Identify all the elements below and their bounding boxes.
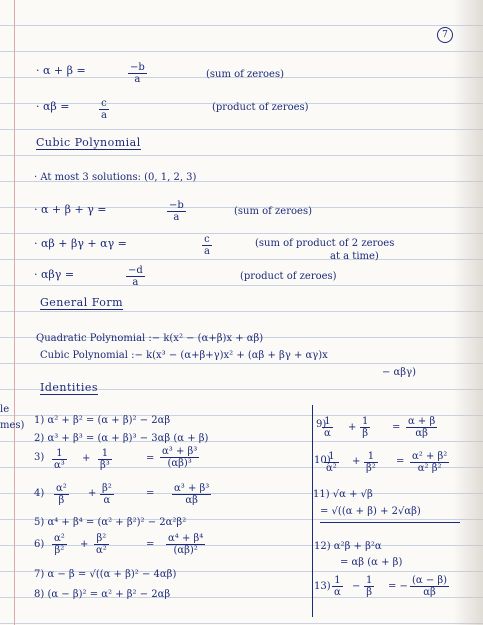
identity-3-index: 3) — [34, 452, 45, 463]
identity-7: 7) α − β = √((α + β)² − 4αβ) — [34, 569, 177, 580]
identity-6-index: 6) — [34, 539, 45, 550]
identity-13-term-a: $\frac{1}{\alpha}$ — [334, 575, 341, 598]
cubic-pair-fraction: $\frac{c}{a}$ — [204, 234, 210, 257]
identity-6-term-a: $\frac{\text{α²}}{\text{β²}}$ — [54, 533, 65, 556]
identity-5: 5) α⁴ + β⁴ = (α² + β²)² − 2α²β² — [34, 517, 187, 528]
cubic-product-lhs: · αβγ = — [34, 268, 75, 281]
product-zeroes-lhs: · αβ = — [36, 100, 70, 113]
identity-4-term-a: $\frac{\text{α²}}{\beta}$ — [56, 483, 67, 506]
identity-4-index: 4) — [34, 488, 45, 499]
identity-12-cont: = αβ (α + β) — [340, 557, 403, 568]
identities-heading: Identities — [40, 381, 99, 394]
cubic-sum-fraction: $\frac{-b}{a}$ — [169, 200, 184, 223]
identity-11: 11) √α + √β — [313, 489, 373, 500]
identity-13-minus: − — [352, 581, 361, 592]
general-form-heading: General Form — [40, 296, 124, 309]
sum-zeroes-lhs: · α + β = — [36, 64, 86, 77]
identity-3-plus: + — [82, 453, 91, 464]
column-divider — [312, 405, 313, 617]
margin-fragment-le: le — [0, 404, 10, 415]
identity-10-index: 10) — [314, 455, 331, 466]
identity-10-plus: + — [352, 456, 361, 467]
page-number: 7 — [437, 27, 453, 43]
identity-10-rhs: $\frac{\text{α² + β²}}{\text{α² β²}}$ — [412, 451, 448, 474]
cubic-heading: Cubic Polynomial — [36, 136, 141, 149]
cubic-product-note: (product of zeroes) — [240, 271, 337, 282]
cubic-pair-note-2: at a time) — [330, 251, 379, 262]
margin-line — [14, 0, 15, 625]
identity-9-plus: + — [348, 422, 357, 433]
identity-6-plus: + — [80, 539, 89, 550]
identity-4-eq: = — [146, 488, 155, 499]
identity-12: 12) α²β + β²α — [314, 541, 382, 552]
identity-13-rhs: $\frac{(\alpha - \beta)}{\alpha\beta}$ — [412, 575, 448, 598]
sum-zeroes-fraction: $\frac{-b}{a}$ — [130, 62, 145, 85]
identity-4-term-b: $\frac{\text{β²}}{\alpha}$ — [102, 483, 112, 506]
quadratic-general-form: Quadratic Polynomial :− k(x² − (α+β)x + αβ) — [36, 333, 264, 344]
identity-10-term-a: $\frac{1}{\text{α²}}$ — [326, 451, 337, 474]
identity-3-rhs: $\frac{\text{α³ + β³}}{\text{(αβ)³}}$ — [162, 446, 198, 469]
identity-6-term-b: $\frac{\text{β²}}{\text{α²}}$ — [96, 533, 107, 556]
identity-11-cont: = √((α + β) + 2√αβ) — [320, 506, 421, 517]
identity-3-term-a: $\frac{1}{\text{α³}}$ — [54, 448, 65, 471]
page-edge-shadow — [453, 0, 483, 625]
cubic-pair-note: (sum of product of 2 zeroes — [255, 238, 395, 249]
cubic-general-form-cont: − αβγ) — [382, 367, 416, 378]
identity-8: 8) (α − β)² = α² + β² − 2αβ — [34, 589, 171, 600]
identity-10-eq: = — [396, 456, 405, 467]
identity-4-plus: + — [88, 488, 97, 499]
identity-2: 2) α³ + β³ = (α + β)³ − 3αβ (α + β) — [34, 433, 209, 444]
identity-9-index: 9) — [316, 419, 327, 430]
separator-line — [320, 522, 460, 523]
identity-6-rhs: $\frac{\text{α⁴ + β⁴}}{\text{(αβ)²}}$ — [168, 533, 204, 556]
identity-3-eq: = — [146, 453, 155, 464]
identity-13-index: 13) — [314, 581, 331, 592]
product-zeroes-note: (product of zeroes) — [212, 102, 309, 113]
identity-6-eq: = — [146, 539, 155, 550]
margin-fragment-mes: mes) — [0, 420, 25, 431]
product-zeroes-fraction: $\frac{c}{a}$ — [101, 98, 107, 121]
cubic-solutions: · At most 3 solutions: (0, 1, 2, 3) — [34, 172, 197, 183]
sum-zeroes-note: (sum of zeroes) — [206, 69, 284, 80]
cubic-sum-lhs: · α + β + γ = — [34, 203, 107, 216]
identity-13-term-b: $\frac{1}{\beta}$ — [366, 575, 373, 598]
identity-1: 1) α² + β² = (α + β)² − 2αβ — [34, 415, 171, 426]
identity-13-eq: = − — [388, 581, 408, 592]
cubic-product-fraction: $\frac{-d}{a}$ — [128, 265, 143, 288]
identity-9-rhs: $\frac{\alpha + \beta}{\alpha\beta}$ — [408, 416, 436, 439]
identity-4-rhs: $\frac{\text{α³ + β³}}{\alpha\beta}$ — [174, 483, 210, 506]
identity-9-term-b: $\frac{1}{\beta}$ — [362, 416, 369, 439]
identity-3-term-b: $\frac{1}{\text{β³}}$ — [100, 448, 110, 471]
identity-9-eq: = — [392, 422, 401, 433]
cubic-general-form: Cubic Polynomial :− k(x³ − (α+β+γ)x² + (αβ + βγ + αγ)x — [40, 350, 328, 361]
identity-10-term-b: $\frac{1}{\text{β²}}$ — [366, 451, 376, 474]
cubic-pair-lhs: · αβ + βγ + αγ = — [34, 237, 127, 250]
identity-9-term-a: $\frac{1}{\alpha}$ — [324, 416, 331, 439]
cubic-sum-note: (sum of zeroes) — [234, 206, 312, 217]
